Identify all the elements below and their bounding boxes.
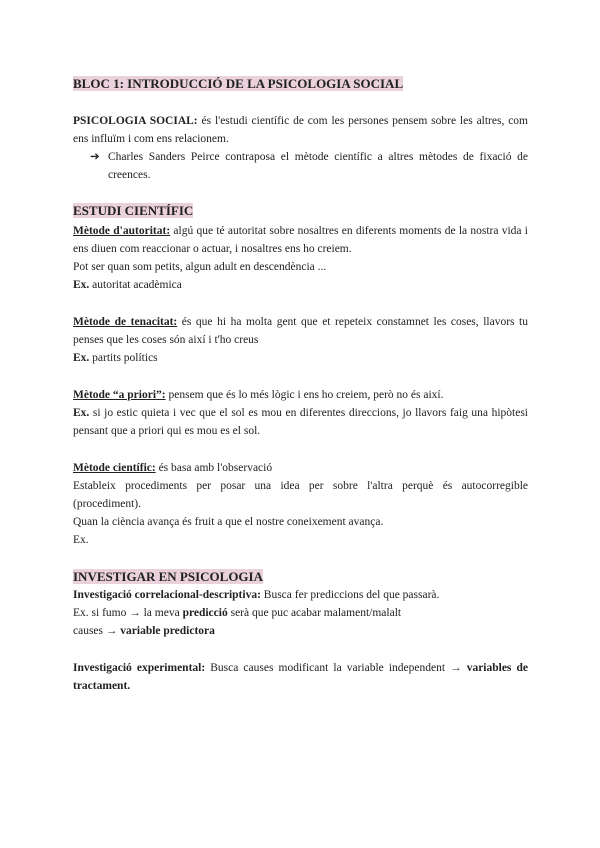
autoritat-line2 bbox=[73, 258, 528, 276]
causes-text: causes → bbox=[73, 625, 121, 637]
autoritat-paragraph bbox=[73, 222, 528, 258]
example-text: si jo estic quieta i vec que el sol es mou en diferentes direccions, jo llavors faig una hipòtesi pensant que a priori qui es mou es el sol. bbox=[73, 407, 528, 437]
correlacional-example-a: Ex. si fumo → la meva bbox=[73, 607, 183, 619]
intro-term: PSICOLOGIA SOCIAL: bbox=[73, 115, 198, 127]
section-heading-block bbox=[73, 202, 528, 221]
correlacional-paragraph bbox=[73, 586, 528, 604]
section-heading-investigar: INVESTIGAR EN PSICOLOGIA bbox=[73, 569, 263, 584]
intro-paragraph bbox=[73, 112, 528, 148]
experimental-tail: variables de tractament. bbox=[73, 662, 528, 692]
example-label: Ex. bbox=[73, 407, 90, 419]
correlacional-causes bbox=[73, 622, 528, 640]
correlacional-example-bold: predicció bbox=[182, 607, 228, 619]
apriori-text: pensem que és lo més lògic i ens ho creiem, però no és així. bbox=[165, 389, 444, 401]
example-text: partits polítics bbox=[89, 352, 158, 364]
arrow-bullet bbox=[90, 148, 528, 184]
tenacitat-paragraph bbox=[73, 313, 528, 349]
correlacional-text: Busca fer prediccions del que passarà. bbox=[260, 589, 440, 601]
apriori-example bbox=[73, 404, 528, 440]
cientific-term: Mètode científic: bbox=[73, 462, 156, 474]
tenacitat-term: Mètode de tenacitat: bbox=[73, 316, 178, 328]
apriori-paragraph bbox=[73, 386, 528, 404]
cientific-text: és basa amb l'observació bbox=[155, 462, 273, 474]
example-label: Ex. bbox=[73, 352, 90, 364]
experimental-term: Investigació experimental: bbox=[73, 662, 206, 674]
autoritat-term: Mètode d'autoritat: bbox=[73, 225, 171, 237]
example-text: autoritat acadèmica bbox=[89, 279, 182, 291]
autoritat-text: algú que té autoritat sobre nosaltres en diferents moments de la nostra vida i ens diuen com reaccionar o actuar, i nosaltres ens ho creiem. bbox=[73, 225, 528, 255]
cientific-line3-text: Quan la ciència avança és fruit a que el nostre coneixement avança. bbox=[73, 516, 384, 528]
tenacitat-example bbox=[73, 349, 528, 367]
correlacional-example bbox=[73, 604, 528, 622]
cientific-line2 bbox=[73, 477, 528, 513]
cientific-line3 bbox=[73, 513, 528, 531]
cientific-line4 bbox=[73, 531, 528, 549]
document-title-block bbox=[73, 75, 528, 94]
arrow-bullet-text: Charles Sanders Peirce contraposa el mètode científic a altres mètodes de fixació de creences. bbox=[108, 151, 528, 181]
tenacitat-text: és que hi ha molta gent que et repeteix constamnet les coses, llavors tu penses que les coses són així i t'ho creus bbox=[73, 316, 528, 346]
correlacional-example-b: serà que puc acabar malament/malalt bbox=[227, 607, 402, 619]
correlacional-term: Investigació correlacional-descriptiva: bbox=[73, 589, 261, 601]
experimental-paragraph bbox=[73, 659, 528, 695]
document-title: BLOC 1: INTRODUCCIÓ DE LA PSICOLOGIA SOCIAL bbox=[73, 76, 404, 91]
autoritat-example bbox=[73, 276, 528, 294]
example-label: Ex. bbox=[73, 279, 90, 291]
variable-predictora: variable predictora bbox=[120, 625, 215, 637]
apriori-term: Mètode “a priori”: bbox=[73, 389, 166, 401]
cientific-line2-text: Estableix procediments per posar una idea per sobre l'altra perquè és autocorregible (procediment). bbox=[73, 480, 528, 510]
cientific-paragraph bbox=[73, 459, 528, 477]
arrow-right-icon: ➔ bbox=[90, 151, 100, 163]
cientific-line4-text: Ex. bbox=[73, 534, 89, 546]
section-heading-estudi: ESTUDI CIENTÍFIC bbox=[73, 203, 194, 218]
intro-definition: és l'estudi científic de com les persones pensem sobre les altres, com ens influïm i com ens relacionem. bbox=[73, 115, 528, 145]
experimental-text: Busca causes modificant la variable independent → bbox=[205, 662, 467, 674]
autoritat-line2-text: Pot ser quan som petits, algun adult en descendència ... bbox=[73, 261, 327, 273]
section-heading-block-2 bbox=[73, 568, 528, 587]
